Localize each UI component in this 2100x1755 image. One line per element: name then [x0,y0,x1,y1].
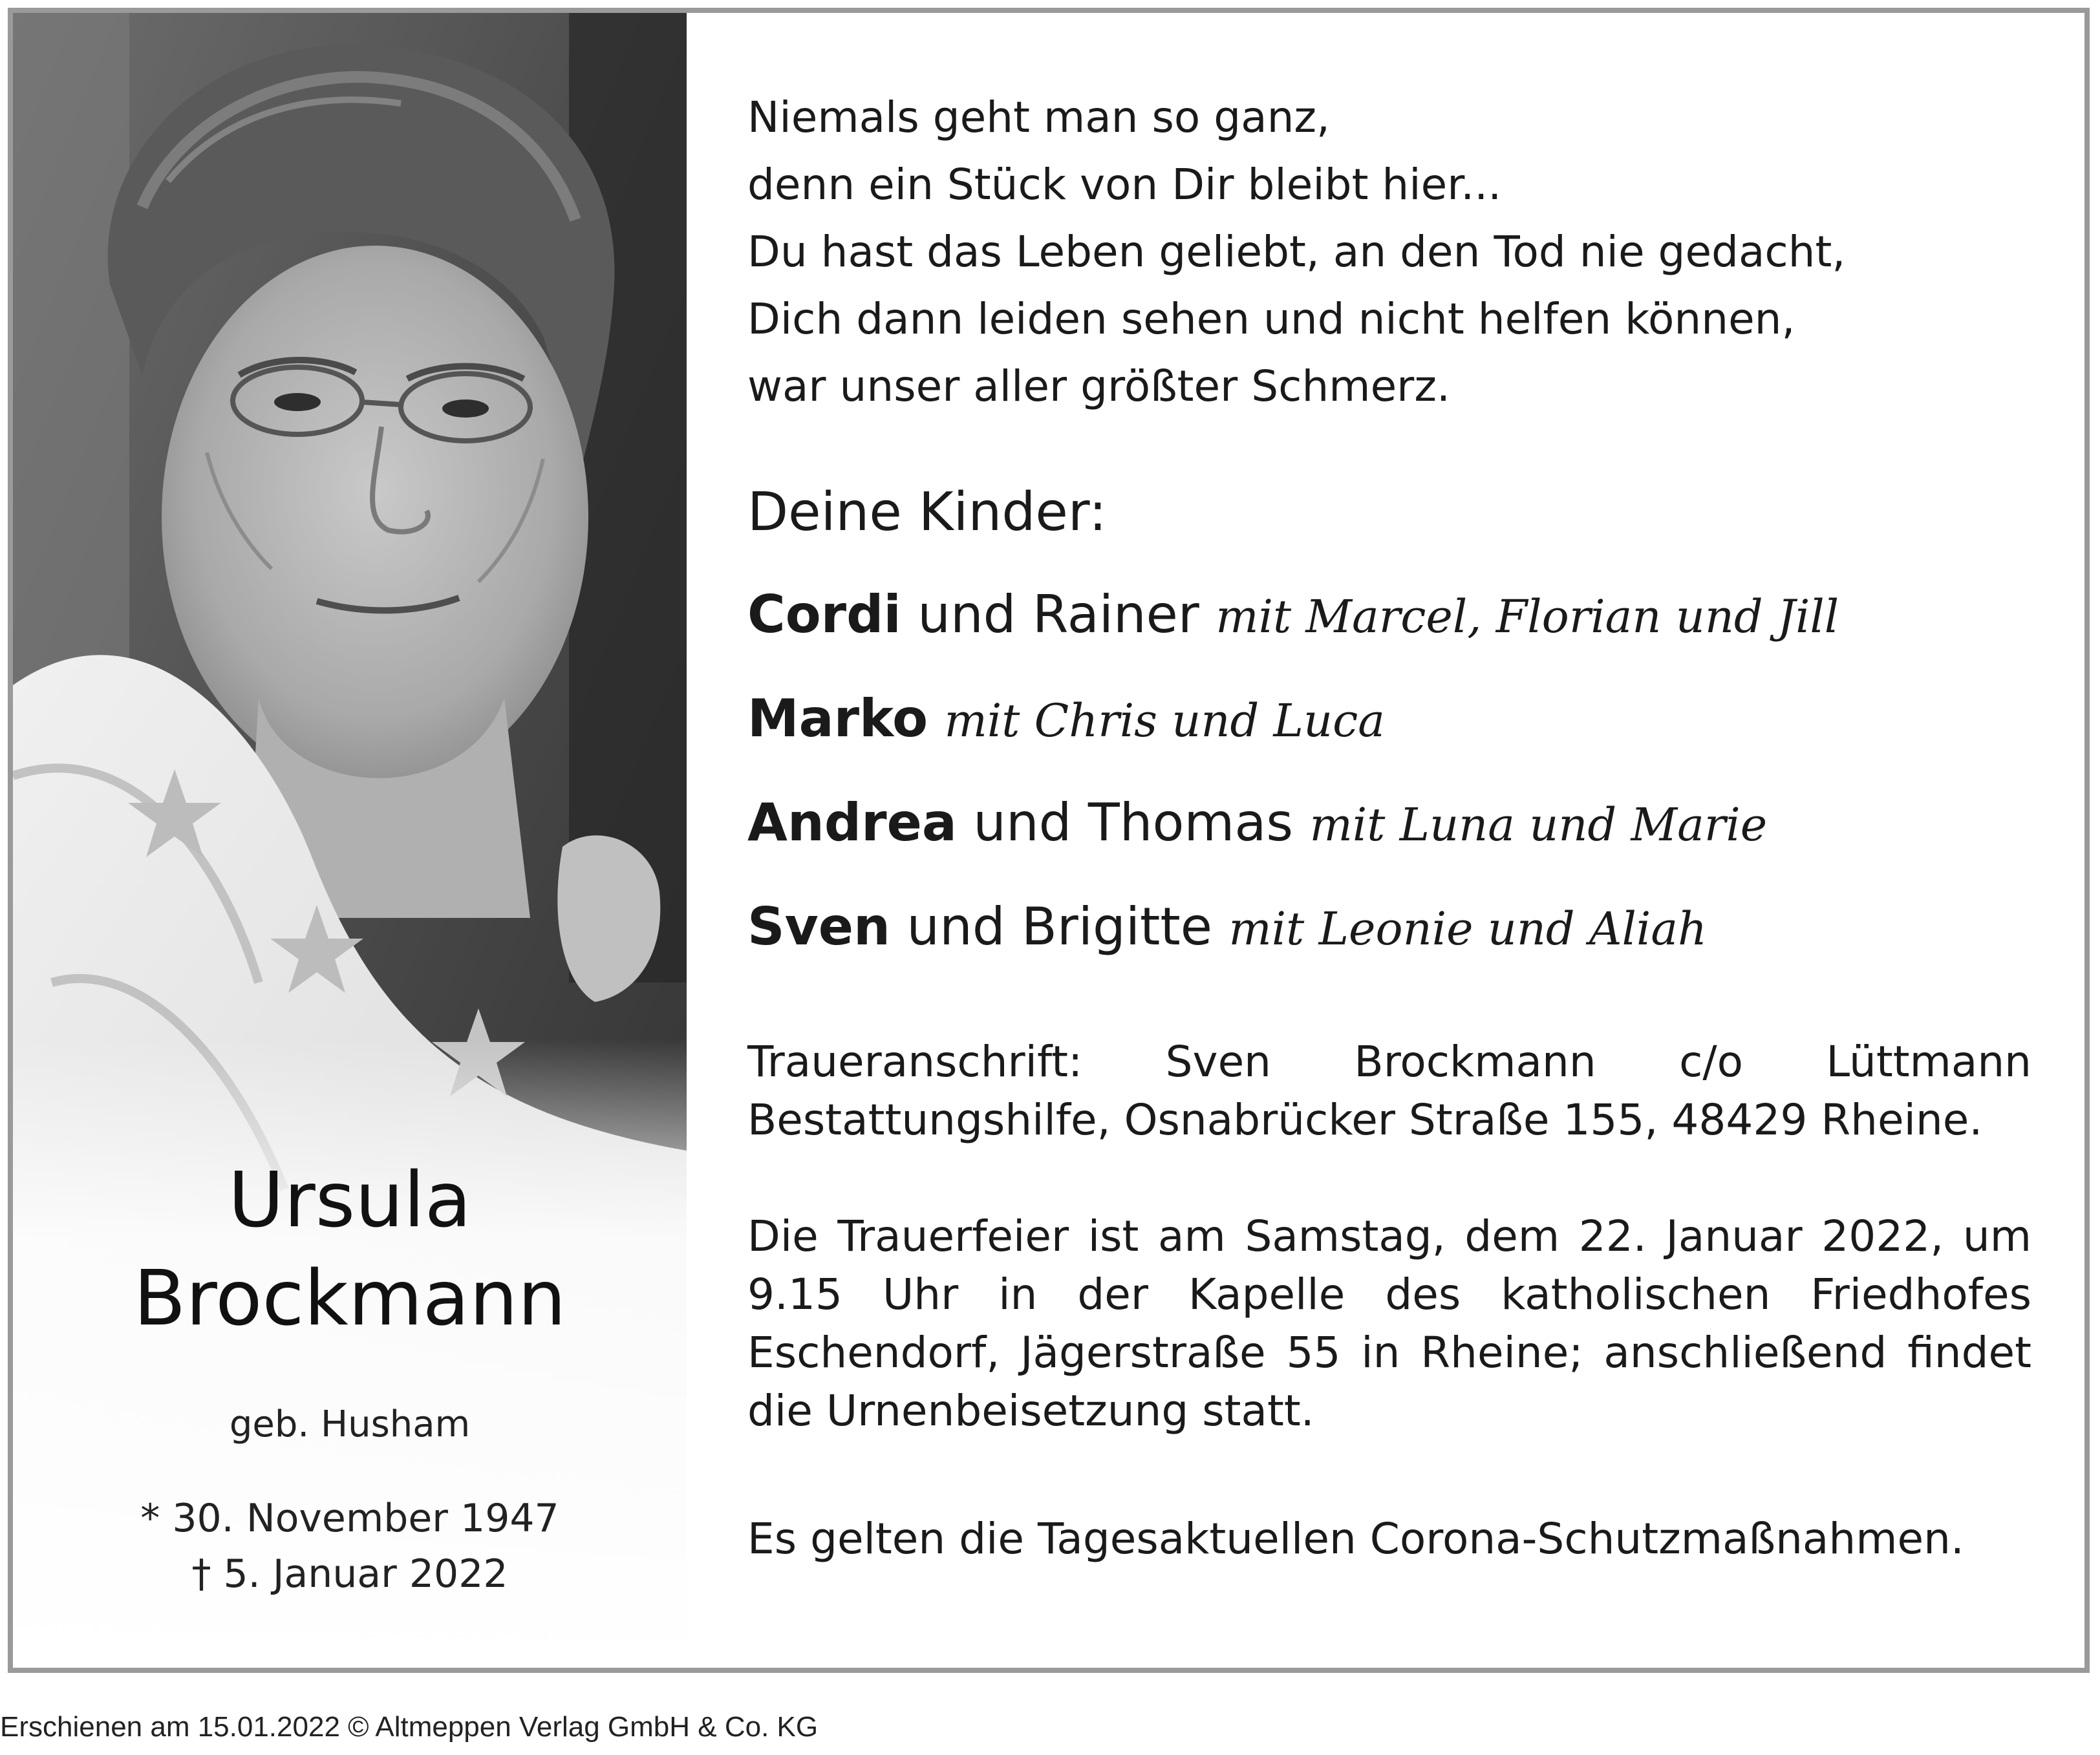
obituary-text [747,84,2031,1568]
poem [747,84,2031,420]
grandchildren: mit Chris und Luca [944,694,1386,747]
birth-date: * 30. November 1947 [140,1496,559,1541]
child-name: Marko [747,688,928,749]
obituary-frame [8,8,2090,1673]
grandchildren: mit Luna und Marie [1309,798,1768,851]
child-entry [747,683,2031,756]
child-entry [747,579,2031,652]
publication-footer: Erschienen am 15.01.2022 © Altmeppen Verlag GmbH & Co. KG [0,1711,819,1743]
mourning-address: Traueranschrift: Sven Brockmann c/o Lüttmann Bestattungshilfe, Osnabrücker Straße 155, 48429 Rheine. [747,1037,2031,1145]
child-partner: und Thomas [956,792,1310,853]
child-entry [747,787,2031,860]
life-dates [13,1491,687,1602]
deceased-last-name: Brockmann [133,1253,566,1343]
poem-line: Du hast das Leben geliebt, an den Tod nie gedacht, [747,227,1846,277]
birth-name: geb. Husham [229,1403,471,1445]
portrait-column [13,13,687,1668]
poem-line: Dich dann leiden sehen und nicht helfen können, [747,294,1795,344]
grandchildren: mit Marcel, Florian und Jill [1216,590,1839,643]
grandchildren: mit Leonie und Aliah [1228,902,1708,955]
poem-line: denn ein Stück von Dir bleibt hier... [747,160,1502,209]
child-name: Andrea [747,792,957,853]
child-name: Cordi [747,584,901,644]
children-heading: Deine Kinder: [747,482,1107,543]
child-partner: und Brigitte [890,897,1229,957]
child-partner: und Rainer [901,584,1216,644]
poem-line: Niemals geht man so ganz, [747,92,1331,142]
funeral-ceremony-info: Die Trauerfeier ist am Samstag, dem 22. Januar 2022, um 9.15 Uhr in der Kapelle des katholischen Friedhofes Eschendorf, Jägerstraße 55 in Rheine; anschließend findet die Urnenbeisetzung statt. [747,1211,2031,1436]
child-partner [928,688,944,749]
death-date: † 5. Januar 2022 [191,1551,508,1597]
child-entry [747,891,2031,964]
deceased-info [13,1151,687,1602]
poem-line: war unser aller größter Schmerz. [747,361,1450,411]
child-name: Sven [747,897,890,957]
deceased-first-name: Ursula [228,1155,472,1244]
corona-notice: Es gelten die Tagesaktuellen Corona-Schutzmaßnahmen. [747,1514,1964,1564]
